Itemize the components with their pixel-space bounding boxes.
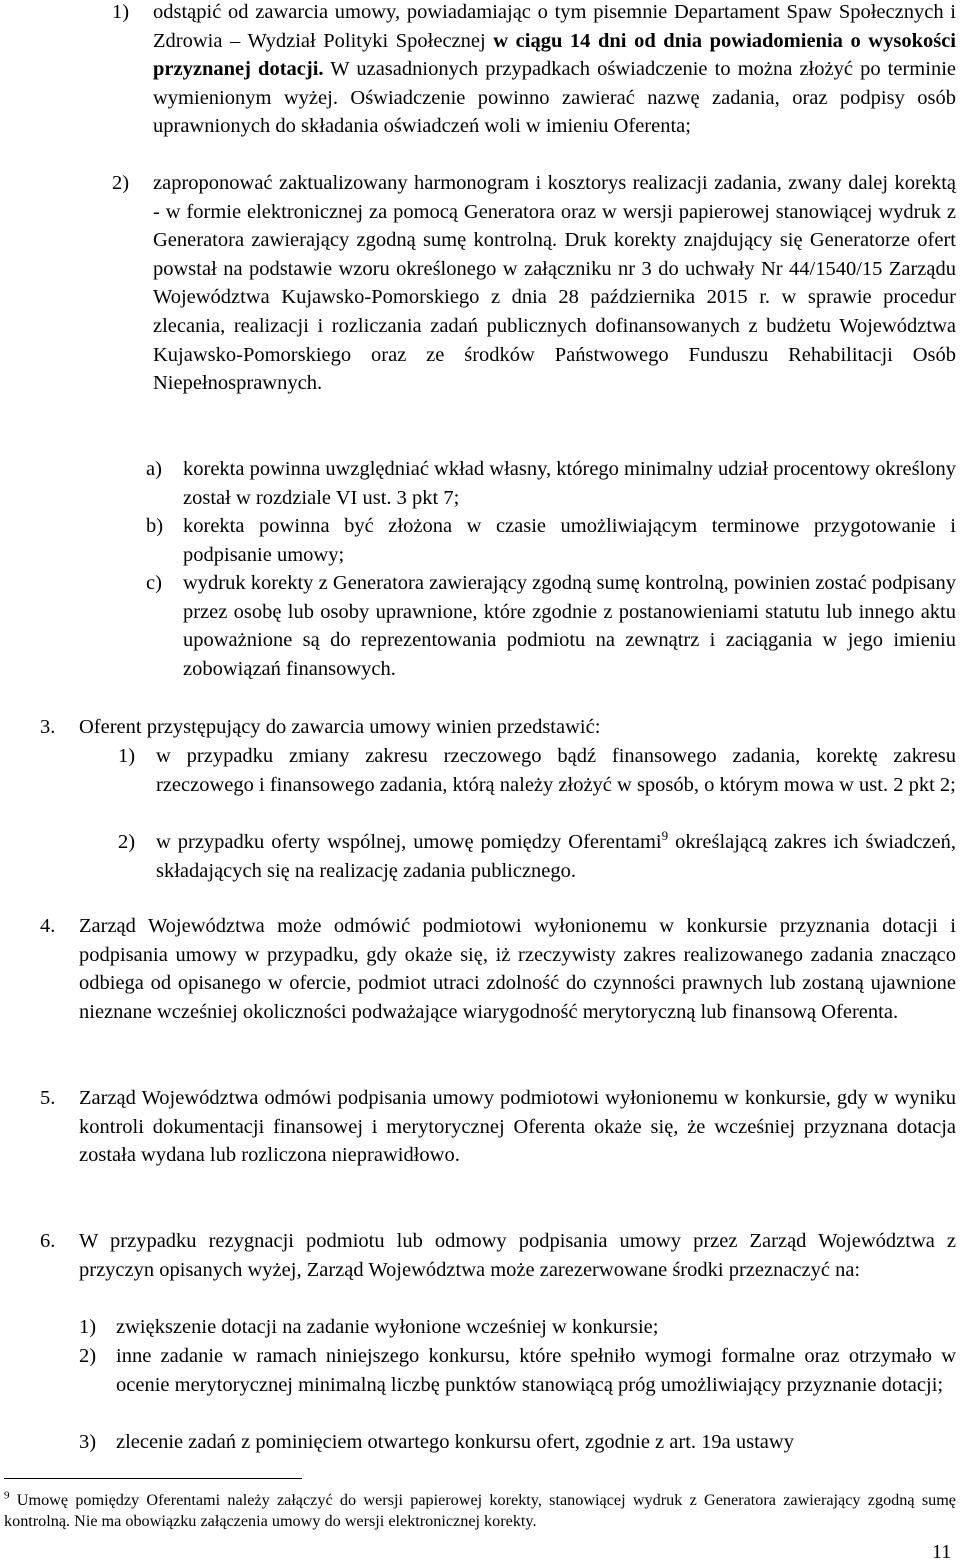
section-number: 3. (40, 716, 56, 738)
section-number: 6. (40, 1230, 56, 1252)
list-item (79, 1428, 956, 1457)
footnote-reference[interactable]: 9 (661, 828, 669, 844)
sub-list-item (146, 455, 956, 512)
list-item (118, 742, 956, 799)
text-span: określającą zakres ich świadczeń, składających się na realizację zadania publicznego. (156, 831, 956, 882)
numbered-paragraph (40, 1227, 956, 1284)
list-item-text: korekta powinna uwzględniać wkład własny, którego minimalny udział procentowy określony został w rozdziale VI ust. 3 pkt 7; (183, 458, 956, 509)
numbered-paragraph (40, 912, 956, 1026)
list-item-text: inne zadanie w ramach niniejszego konkursu, które spełniło wymogi formalne oraz otrzymało w ocenie merytorycznej minimalną liczbę punktów stanowiącą próg umożliwiający przyznanie dotacji; (116, 1345, 956, 1396)
footnote (4, 1490, 956, 1532)
numbered-paragraph (40, 1084, 956, 1170)
list-item-text: w przypadku zmiany zakresu rzeczowego bądź finansowego zadania, korektę zakresu rzeczowego i finansowego zadania, którą należy złożyć w sposób, o którym mowa w ust. 2 pkt 2; (156, 745, 956, 796)
list-item-text: zlecenie zadań z pominięciem otwartego konkursu ofert, zgodnie z art. 19a ustawy (116, 1431, 794, 1453)
footnote-separator (4, 1478, 302, 1479)
sub-list-item (146, 569, 956, 683)
text-span: W uzasadnionych przypadkach oświadczenie to można złożyć po terminie wymienionym wyżej. Oświadczenie powinno zawierać nazwę zadania, oraz podpisy osób uprawnionych do składania oświadczeń woli w imieniu Oferenta; (153, 58, 956, 138)
sub-list-item (146, 512, 956, 569)
deadline-bold-text: w ciągu 14 dni od dnia powiadomienia o wysokości przyznanej dotacji. (153, 29, 956, 81)
section-number: 5. (40, 1087, 56, 1109)
list-number: 2) (112, 172, 130, 194)
paragraph-text: Oferent przystępujący do zawarcia umowy winien przedstawić: (79, 716, 601, 738)
list-item (112, 0, 956, 141)
list-item-text: zaproponować zaktualizowany harmonogram i kosztorys realizacji zadania, zwany dalej korektą - w formie elektronicznej za pomocą Generatora oraz w wersji papierowej stanowiącej wydruk z Generatora zawierający zgodną sumę kontrolną. Druk korekty znajdujący się Generatorze ofert powstał na podstawie wzoru określonego w załączniku nr 3 do uchwały Nr 44/1540/15 Zarządu Województwa Kujawsko-Pomorskiego z dnia 28 października 2015 r. w sprawie procedur zlecania, realizacji i rozliczania zadań publicznych dofinansowanych z budżetu Województwa Kujawsko-Pomorskiego oraz ze środków Państwowego Funduszu Rehabilitacji Osób Niepełnosprawnych. (153, 172, 956, 395)
list-letter: c) (146, 572, 162, 594)
list-number: 2) (118, 831, 136, 853)
footnote-text: Umowę pomiędzy Oferentami należy załączyć do wersji papierowej korekty, stanowiącej wydruk z Generatora zawierający zgodną sumę kontrolną. Nie ma obowiązku załączenia umowy do wersji elektronicznej korekty. (4, 1491, 956, 1530)
list-number: 1) (79, 1316, 97, 1338)
list-item (79, 1342, 956, 1399)
text-span: w przypadku oferty wspólnej, umowę pomiędzy Oferentami (156, 831, 662, 853)
numbered-paragraph (40, 713, 956, 742)
list-letter: b) (146, 515, 164, 537)
list-item (118, 828, 956, 885)
text-span: odstąpić od zawarcia umowy, powiadamiając o tym pisemnie Departament Spaw Społecznych i Zdrowia – Wydział Polityki Społecznej (153, 1, 956, 52)
section-number: 4. (40, 915, 56, 937)
list-item-text: korekta powinna być złożona w czasie umożliwiającym terminowe przygotowanie i podpisanie umowy; (183, 515, 956, 566)
list-number: 1) (118, 745, 136, 767)
list-item-text (156, 828, 956, 885)
page-number: 11 (932, 1541, 952, 1563)
list-number: 2) (79, 1345, 97, 1367)
list-item (79, 1313, 956, 1342)
list-number: 1) (112, 1, 130, 23)
list-item-text: wydruk korekty z Generatora zawierający zgodną sumę kontrolną, powinien zostać podpisany przez osobę lub osoby uprawnione, które zgodnie z postanowieniami statutu lub innego aktu upoważnione są do reprezentowania podmiotu na zewnątrz i zaciągania w jego imieniu zobowiązań finansowych. (183, 572, 956, 680)
paragraph-text: Zarząd Województwa może odmówić podmiotowi wyłonionemu w konkursie przyznania dotacji i podpisania umowy w przypadku, gdy okaże się, iż rzeczywisty zakres realizowanego zadania znacząco odbiega od opisanego w ofercie, podmiot utraci zdolność do czynności prawnych lub zostaną ujawnione nieznane wcześniej okoliczności podważające wiarygodność merytoryczną lub finansową Oferenta. (79, 915, 956, 1023)
list-item-text: zwiększenie dotacji na zadanie wyłonione wcześniej w konkursie; (116, 1316, 659, 1338)
paragraph-text: W przypadku rezygnacji podmiotu lub odmowy podpisania umowy przez Zarząd Województwa z przyczyn opisanych wyżej, Zarząd Województwa może zarezerwowane środki przeznaczyć na: (79, 1230, 956, 1281)
footnote-marker: 9 (4, 1489, 10, 1502)
list-letter: a) (146, 458, 162, 480)
list-item-text (153, 0, 956, 141)
paragraph-text: Zarząd Województwa odmówi podpisania umowy podmiotowi wyłonionemu w konkursie, gdy w wyniku kontroli dokumentacji finansowej i merytorycznej Oferenta okaże się, że wcześniej przyznana dotacja została wydana lub rozliczona nieprawidłowo. (79, 1087, 956, 1167)
list-item (112, 169, 956, 398)
list-number: 3) (79, 1431, 97, 1453)
